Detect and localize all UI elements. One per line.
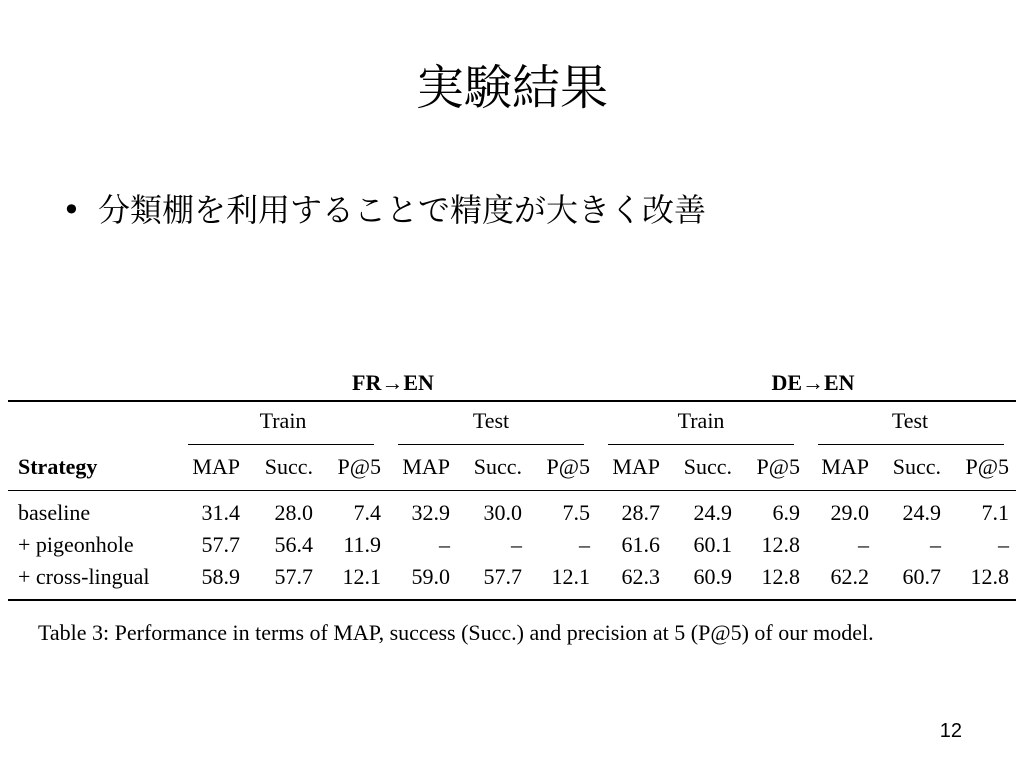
metric-header: MAP: [192, 454, 240, 479]
subgroup-rule: [608, 444, 794, 445]
bullet-text: 分類棚を利用することで精度が大きく改善: [98, 191, 707, 229]
table-cell: –: [930, 532, 941, 557]
table-cell: 12.1: [551, 564, 590, 589]
table-cell: 32.9: [411, 500, 450, 525]
table-cell: 62.3: [621, 564, 660, 589]
subgroup-de-train: Train: [677, 408, 725, 433]
table-cell: 61.6: [621, 532, 660, 557]
metric-header: Succ.: [892, 454, 941, 479]
metric-header: MAP: [821, 454, 869, 479]
table-cell: 12.8: [970, 564, 1009, 589]
table-cell: –: [998, 532, 1009, 557]
metric-header: MAP: [402, 454, 450, 479]
strategy-header: Strategy: [18, 454, 98, 479]
table-cell: 62.2: [830, 564, 869, 589]
table-cell: 7.5: [562, 500, 590, 525]
table-cell: 24.9: [902, 500, 941, 525]
table-caption: Table 3: Performance in terms of MAP, success (Succ.) and precision at 5 (P@5) of our model.: [38, 620, 874, 645]
table-cell: 58.9: [201, 564, 240, 589]
table-cell: 28.0: [274, 500, 313, 525]
slide-title: 実験結果: [415, 60, 608, 116]
metric-header: P@5: [756, 454, 800, 479]
metric-header: P@5: [965, 454, 1009, 479]
subgroup-fr-train: Train: [259, 408, 307, 433]
metric-header: Succ.: [264, 454, 313, 479]
table-top-rule: [8, 400, 1016, 402]
table-cell: 7.1: [981, 500, 1009, 525]
table-cell: 57.7: [274, 564, 313, 589]
table-cell: 6.9: [772, 500, 800, 525]
bullet-icon: •: [62, 191, 81, 229]
table-cell: 29.0: [830, 500, 869, 525]
table-cell: 12.8: [761, 532, 800, 557]
table-cell: 28.7: [621, 500, 660, 525]
metric-header: P@5: [337, 454, 381, 479]
table-cell: 30.0: [483, 500, 522, 525]
bullet-item: [62, 188, 706, 232]
metric-header: Succ.: [473, 454, 522, 479]
page-number: 12: [939, 720, 962, 742]
table-mid-rule: [8, 490, 1016, 491]
table-cell: 12.1: [342, 564, 381, 589]
subgroup-rule: [188, 444, 374, 445]
table-cell: 7.4: [353, 500, 381, 525]
table-cell: 11.9: [343, 532, 381, 557]
table-cell: 60.9: [693, 564, 732, 589]
table-cell: 57.7: [201, 532, 240, 557]
subgroup-de-test: Test: [891, 408, 929, 433]
group-title-fr-en: FR→EN: [352, 370, 434, 395]
table-bottom-rule: [8, 599, 1016, 601]
table-cell: –: [511, 532, 522, 557]
table-cell: 31.4: [201, 500, 240, 525]
table-cell: 24.9: [693, 500, 732, 525]
row-label-cross-lingual: + cross-lingual: [18, 564, 150, 589]
table-cell: –: [579, 532, 590, 557]
row-label-pigeonhole: + pigeonhole: [18, 532, 134, 557]
table-cell: –: [858, 532, 869, 557]
metric-header: P@5: [546, 454, 590, 479]
metric-header: Succ.: [683, 454, 732, 479]
metric-header: MAP: [612, 454, 660, 479]
row-label-baseline: baseline: [18, 500, 91, 525]
table-cell: 59.0: [411, 564, 450, 589]
subgroup-rule: [818, 444, 1004, 445]
table-cell: 60.7: [902, 564, 941, 589]
subgroup-rule: [398, 444, 584, 445]
table-cell: –: [439, 532, 450, 557]
table-cell: 57.7: [483, 564, 522, 589]
table-cell: 60.1: [693, 532, 732, 557]
table-cell: 56.4: [274, 532, 313, 557]
group-title-de-en: DE→EN: [771, 370, 855, 395]
table-cell: 12.8: [761, 564, 800, 589]
subgroup-fr-test: Test: [472, 408, 510, 433]
